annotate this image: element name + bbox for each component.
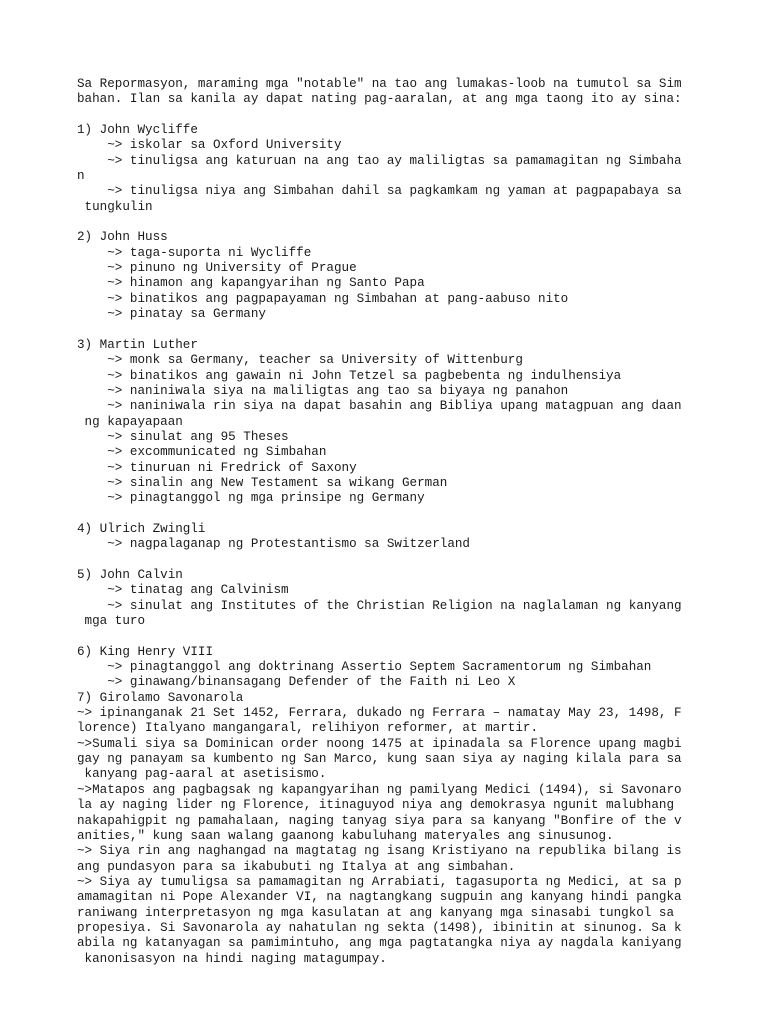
text-line: ~> naniniwala rin siya na dapat basahin ang Bibliya upang matagpuan ang daan (77, 399, 682, 414)
text-line: ~>Matapos ang pagbagsak ng kapangyarihan ng pamilyang Medici (1494), si Savonaro (77, 782, 682, 797)
text-line (77, 553, 757, 568)
text-line: ang pundasyon para sa ikabubuti ng Italya at ang simbahan. (77, 859, 516, 874)
text-line: ~> tinuligsa ang katuruan na ang tao ay maliligtas sa pamamagitan ng Simbaha (77, 153, 682, 168)
text-line: 6) King Henry VIII (77, 644, 214, 659)
text-line: ~> pinagtanggol ang doktrinang Assertio Septem Sacramentorum ng Simbahan (77, 660, 652, 675)
text-line: kanyang pag-aaral at asetisismo. (77, 767, 327, 782)
text-line: ~>Sumali siya sa Dominican order noong 1475 at ipinadala sa Florence upang magbi (77, 736, 682, 751)
text-line: ~> sinulat ang 95 Theses (77, 429, 289, 444)
text-line: nakapahigpit ng pamahalaan, naging tanyag siya para sa kanyang "Bonfire of the v (77, 813, 682, 828)
text-line: amamagitan ni Pope Alexander VI, na nagtangkang sugpuin ang kanyang hindi pangka (77, 890, 682, 905)
text-line: ~> Siya ay tumuligsa sa pamamagitan ng Arrabiati, tagasuporta ng Medici, at sa p (77, 874, 682, 889)
text-line: Sa Repormasyon, maraming mga "notable" na tao ang lumakas-loob na tumutol sa Sim (77, 77, 682, 91)
text-line: ~> binatikos ang gawain ni John Tetzel sa pagbebenta ng indulhensiya (77, 368, 622, 383)
text-line (77, 507, 757, 522)
text-line: ~> pinatay sa Germany (77, 307, 266, 322)
text-line: ~> sinalin ang New Testament sa wikang German (77, 475, 448, 490)
text-line: mga turo (77, 614, 146, 629)
text-line: ~> ipinanganak 21 Set 1452, Ferrara, dukado ng Ferrara – namatay May 23, 1498, F (77, 706, 682, 721)
text-line: anities," kung saan walang gaanong kabuluhang materyales ang sinusunog. (77, 828, 614, 843)
text-line: raniwang interpretasyon ng mga kasulatan at ang kanyang mga sinasabi tungkol sa (77, 905, 675, 920)
text-line: ~> naniniwala siya na maliligtas ang tao sa biyaya ng panahon (77, 383, 569, 398)
text-line: ~> Siya rin ang naghangad na magtatag ng isang Kristiyano na republika bilang is (77, 844, 682, 859)
text-line: tungkulin (77, 199, 153, 214)
text-line: gay ng panayam sa kumbento ng San Marco, kung saan siya ay naging kilala para sa (77, 752, 682, 767)
text-line: ng kapayapaan (77, 414, 183, 429)
text-line: ~> sinulat ang Institutes of the Christian Religion na naglalaman ng kanyang (77, 598, 682, 613)
text-line: ~> pinuno ng University of Prague (77, 261, 357, 276)
text-line: lorence) Italyano mangangaral, relihiyon reformer, at martir. (77, 721, 539, 736)
text-line: ~> nagpalaganap ng Protestantismo sa Switzerland (77, 537, 470, 552)
text-line: ~> tinuruan ni Fredrick of Saxony (77, 460, 357, 475)
text-line: kanonisasyon na hindi naging matagumpay. (77, 951, 387, 966)
text-line (77, 215, 757, 230)
text-line: ~> taga-suporta ni Wycliffe (77, 245, 312, 260)
text-line: ~> excommunicated ng Simbahan (77, 445, 327, 460)
text-line: ~> tinatag ang Calvinism (77, 583, 289, 598)
text-line (77, 323, 757, 338)
text-line (77, 629, 757, 644)
text-line: ~> ginawang/binansagang Defender of the Faith ni Leo X (77, 675, 516, 690)
text-line: propesiya. Si Savonarola ay nahatulan ng sekta (1498), ibinitin at sinunog. Sa k (77, 920, 682, 935)
text-line: bahan. Ilan sa kanila ay dapat nating pag-aaralan, at ang mga taong ito ay sina: (77, 92, 682, 107)
text-line: n (77, 169, 85, 184)
text-line: abila ng katanyagan sa pamimintuho, ang mga pagtatangka niya ay nagdala kaniyang (77, 936, 682, 951)
text-line: 7) Girolamo Savonarola (77, 690, 244, 705)
text-line: 5) John Calvin (77, 568, 183, 582)
text-line: 3) Martin Luther (77, 337, 198, 352)
text-line: 1) John Wycliffe (77, 123, 198, 138)
text-line: ~> tinuligsa niya ang Simbahan dahil sa pagkamkam ng yaman at pagpapabaya sa (77, 184, 682, 199)
text-line: ~> hinamon ang kapangyarihan ng Santo Papa (77, 276, 425, 291)
text-line: la ay naging lider ng Florence, itinaguyod niya ang demokrasya ngunit malubhang (77, 798, 675, 813)
text-line: ~> binatikos ang pagpapayaman ng Simbahan at pang-aabuso nito (77, 291, 569, 306)
text-line: ~> pinagtanggol ng mga prinsipe ng Germany (77, 491, 425, 506)
text-line: ~> monk sa Germany, teacher sa University of Wittenburg (77, 353, 523, 368)
text-line (77, 108, 757, 123)
document-body (77, 77, 757, 967)
text-line: ~> iskolar sa Oxford University (77, 138, 342, 153)
text-line: 4) Ulrich Zwingli (77, 521, 206, 536)
text-line: 2) John Huss (77, 230, 168, 245)
